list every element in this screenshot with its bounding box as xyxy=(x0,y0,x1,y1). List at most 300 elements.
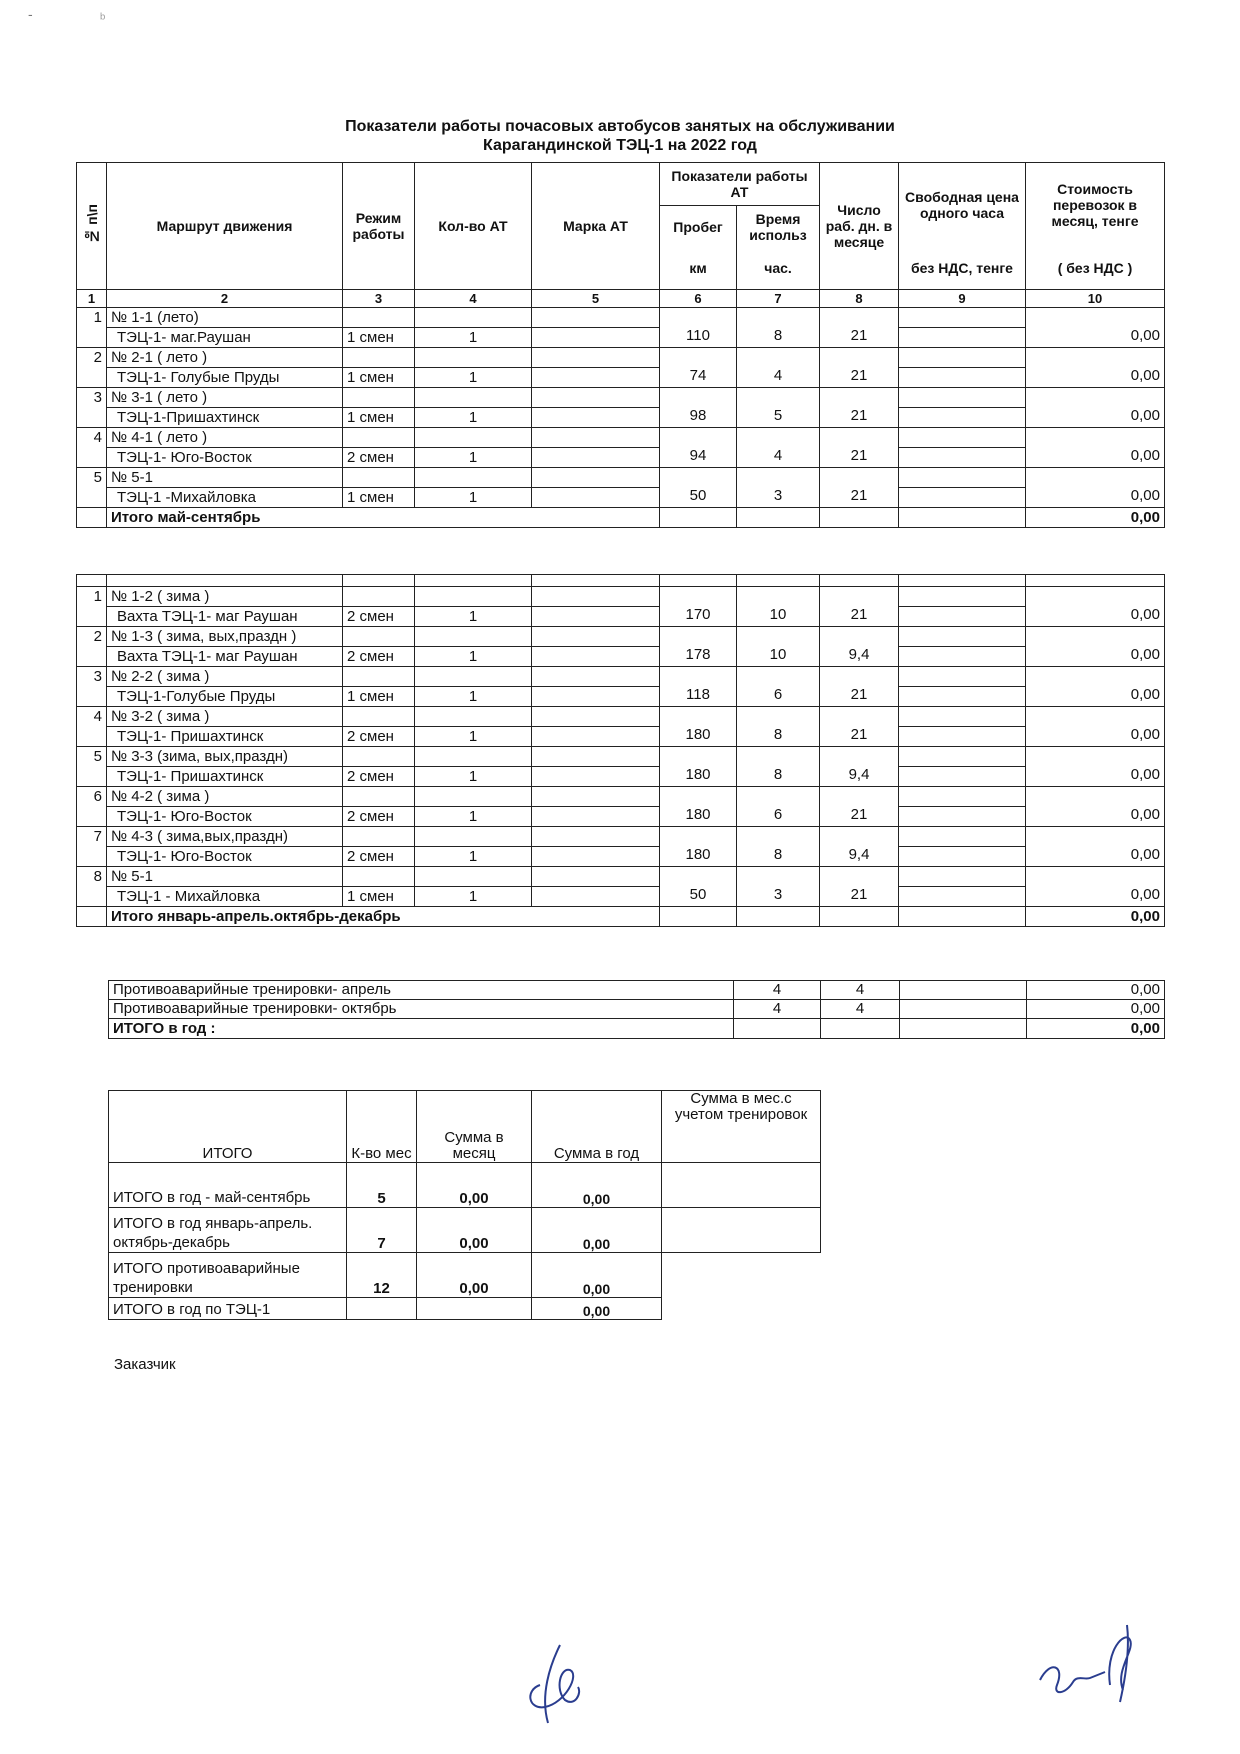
route-days: 9,4 xyxy=(820,847,899,867)
empty-cell xyxy=(899,468,1026,488)
empty-cell xyxy=(899,867,1026,887)
column-number-10: 10 xyxy=(1026,290,1165,308)
empty-cell xyxy=(737,308,820,328)
empty-cell xyxy=(415,575,532,587)
scan-mark-dash: - xyxy=(28,6,33,22)
route-hours: 5 xyxy=(737,408,820,428)
route-qty: 1 xyxy=(415,727,532,747)
empty-cell xyxy=(1026,575,1165,587)
route-qty: 1 xyxy=(415,488,532,508)
summary-year-sum: 0,00 xyxy=(532,1298,662,1320)
summary-name: ИТОГО в год январь-апрель. октябрь-декабрь xyxy=(109,1208,347,1253)
summary-months: 5 xyxy=(347,1163,417,1208)
route-days: 21 xyxy=(820,887,899,907)
empty-cell xyxy=(899,308,1026,328)
empty-cell xyxy=(737,907,820,927)
empty-cell xyxy=(820,787,899,807)
training-label: Противоаварийные тренировки- апрель xyxy=(109,981,734,1000)
route-detail-row xyxy=(77,687,1165,707)
route-qty: 1 xyxy=(415,448,532,468)
route-days: 21 xyxy=(820,727,899,747)
summary-month-sum xyxy=(417,1298,532,1320)
document-title-line1: Показатели работы почасовых автобусов занятых на обслуживании xyxy=(345,118,895,135)
empty-cell xyxy=(343,468,415,488)
column-number-1: 1 xyxy=(77,290,107,308)
column-number-9: 9 xyxy=(899,290,1026,308)
empty-cell xyxy=(415,787,532,807)
empty-cell xyxy=(660,667,737,687)
empty-cell xyxy=(532,308,660,328)
route-mileage: 74 xyxy=(660,368,737,388)
route-cost: 0,00 xyxy=(1026,607,1165,627)
route-hours: 3 xyxy=(737,887,820,907)
route-qty: 1 xyxy=(415,647,532,667)
empty-cell xyxy=(1026,468,1165,488)
empty-cell xyxy=(343,587,415,607)
empty-cell xyxy=(77,607,107,627)
summary-row xyxy=(109,1253,821,1298)
route-detail-row xyxy=(77,647,1165,667)
route-name: № 4-1 ( лето ) xyxy=(107,428,343,448)
route-path: ТЭЦ-1 - Михайловка xyxy=(107,887,343,907)
empty-cell xyxy=(532,468,660,488)
route-name: № 3-2 ( зима ) xyxy=(107,707,343,727)
header-brand: Марка АТ xyxy=(532,163,660,290)
route-brand xyxy=(532,727,660,747)
header-performance: Показатели работы АТ xyxy=(660,163,820,206)
empty-cell xyxy=(532,747,660,767)
empty-cell xyxy=(660,907,737,927)
route-path: ТЭЦ-1- Юго-Восток xyxy=(107,847,343,867)
empty-cell xyxy=(532,428,660,448)
empty-cell xyxy=(1026,587,1165,607)
route-days: 21 xyxy=(820,687,899,707)
route-cost: 0,00 xyxy=(1026,727,1165,747)
empty-cell xyxy=(107,575,343,587)
route-mode: 1 смен xyxy=(343,368,415,388)
route-mileage: 110 xyxy=(660,328,737,348)
empty-cell xyxy=(899,348,1026,368)
row-number: 3 xyxy=(77,388,107,408)
empty-cell xyxy=(343,747,415,767)
row-number: 6 xyxy=(77,787,107,807)
empty-cell xyxy=(415,428,532,448)
empty-cell xyxy=(1026,827,1165,847)
empty-cell xyxy=(662,1253,821,1298)
route-brand xyxy=(532,647,660,667)
empty-cell xyxy=(532,575,660,587)
route-header-row xyxy=(77,587,1165,607)
route-brand xyxy=(532,807,660,827)
route-brand xyxy=(532,368,660,388)
empty-cell xyxy=(1026,308,1165,328)
training-table xyxy=(108,980,1165,1039)
route-mileage: 98 xyxy=(660,408,737,428)
empty-cell xyxy=(1026,667,1165,687)
route-path: Вахта ТЭЦ-1- маг Раушан xyxy=(107,607,343,627)
empty-cell xyxy=(660,468,737,488)
empty-cell xyxy=(662,1298,821,1320)
route-detail-row xyxy=(77,887,1165,907)
route-brand xyxy=(532,488,660,508)
training-value: 0,00 xyxy=(1027,1000,1165,1019)
empty-cell xyxy=(900,1019,1027,1039)
empty-cell xyxy=(899,587,1026,607)
route-detail-row xyxy=(77,607,1165,627)
route-price xyxy=(899,368,1026,388)
empty-cell xyxy=(820,575,899,587)
route-hours: 8 xyxy=(737,727,820,747)
signature-right xyxy=(1035,1610,1165,1705)
empty-cell xyxy=(415,627,532,647)
empty-cell xyxy=(415,388,532,408)
empty-cell xyxy=(1026,348,1165,368)
column-number-7: 7 xyxy=(737,290,820,308)
route-name: № 2-1 ( лето ) xyxy=(107,348,343,368)
route-cost: 0,00 xyxy=(1026,448,1165,468)
route-header-row xyxy=(77,787,1165,807)
summary-months: 7 xyxy=(347,1208,417,1253)
empty-cell xyxy=(415,827,532,847)
empty-cell xyxy=(1026,388,1165,408)
empty-cell xyxy=(820,747,899,767)
empty-cell xyxy=(899,707,1026,727)
route-header-row xyxy=(77,747,1165,767)
route-mode: 1 смен xyxy=(343,687,415,707)
summary-header-year-sum: Сумма в год xyxy=(532,1091,662,1163)
empty-cell xyxy=(660,575,737,587)
summary-month-sum: 0,00 xyxy=(417,1208,532,1253)
training-a: 4 xyxy=(734,981,821,1000)
route-price xyxy=(899,887,1026,907)
summary-row xyxy=(109,1163,821,1208)
summary-year-sum: 0,00 xyxy=(532,1163,662,1208)
summary-name: ИТОГО в год - май-сентябрь xyxy=(109,1163,347,1208)
route-cost: 0,00 xyxy=(1026,328,1165,348)
empty-cell xyxy=(660,747,737,767)
document-title-line2: Карагандинской ТЭЦ-1 на 2022 год xyxy=(483,137,757,154)
empty-cell xyxy=(77,687,107,707)
route-detail-row xyxy=(77,847,1165,867)
row-number: 4 xyxy=(77,707,107,727)
empty-cell xyxy=(737,827,820,847)
route-mode: 2 смен xyxy=(343,448,415,468)
route-header-row xyxy=(77,627,1165,647)
empty-cell xyxy=(737,587,820,607)
empty-cell xyxy=(343,707,415,727)
route-path: ТЭЦ-1- Юго-Восток xyxy=(107,448,343,468)
route-price xyxy=(899,687,1026,707)
route-name: № 5-1 xyxy=(107,867,343,887)
route-detail-row xyxy=(77,408,1165,428)
empty-cell xyxy=(77,408,107,428)
route-qty: 1 xyxy=(415,887,532,907)
route-price xyxy=(899,727,1026,747)
empty-cell xyxy=(737,388,820,408)
empty-cell xyxy=(415,867,532,887)
empty-cell xyxy=(1026,627,1165,647)
empty-cell xyxy=(77,575,107,587)
empty-cell xyxy=(734,1019,821,1039)
empty-cell xyxy=(343,308,415,328)
empty-cell xyxy=(820,388,899,408)
route-cost: 0,00 xyxy=(1026,847,1165,867)
empty-cell xyxy=(660,587,737,607)
empty-cell xyxy=(77,847,107,867)
summary-header-with-training: Сумма в мес.с учетом тренировок xyxy=(662,1091,821,1163)
route-cost: 0,00 xyxy=(1026,767,1165,787)
header-num: № п\п xyxy=(77,163,107,290)
route-mode: 2 смен xyxy=(343,807,415,827)
route-qty: 1 xyxy=(415,408,532,428)
route-name: № 4-3 ( зима,вых,праздн) xyxy=(107,827,343,847)
empty-cell xyxy=(77,727,107,747)
route-name: № 3-1 ( лето ) xyxy=(107,388,343,408)
empty-cell xyxy=(820,348,899,368)
empty-cell xyxy=(660,627,737,647)
header-price: Свободная цена одного часа xyxy=(899,163,1026,248)
column-number-8: 8 xyxy=(820,290,899,308)
route-hours: 6 xyxy=(737,687,820,707)
empty-cell xyxy=(899,827,1026,847)
route-hours: 10 xyxy=(737,607,820,627)
empty-cell xyxy=(415,587,532,607)
summary-row xyxy=(109,1208,821,1253)
empty-cell xyxy=(415,667,532,687)
empty-cell xyxy=(1026,787,1165,807)
route-brand xyxy=(532,687,660,707)
summary-year-sum: 0,00 xyxy=(532,1253,662,1298)
route-cost: 0,00 xyxy=(1026,408,1165,428)
route-price xyxy=(899,607,1026,627)
signature-left xyxy=(520,1635,600,1730)
route-hours: 8 xyxy=(737,847,820,867)
empty-cell xyxy=(415,348,532,368)
route-cost: 0,00 xyxy=(1026,368,1165,388)
empty-cell xyxy=(820,428,899,448)
route-path: ТЭЦ-1- Пришахтинск xyxy=(107,767,343,787)
route-detail-row xyxy=(77,488,1165,508)
empty-cell xyxy=(660,428,737,448)
empty-cell xyxy=(415,468,532,488)
route-days: 9,4 xyxy=(820,767,899,787)
row-number: 4 xyxy=(77,428,107,448)
summary-header-month-sum: Сумма в месяц xyxy=(417,1091,532,1163)
route-price xyxy=(899,328,1026,348)
route-detail-row xyxy=(77,807,1165,827)
winter-total xyxy=(77,907,1165,927)
route-days: 21 xyxy=(820,448,899,468)
empty-cell xyxy=(737,747,820,767)
route-path: ТЭЦ-1- маг.Раушан xyxy=(107,328,343,348)
empty-cell xyxy=(343,667,415,687)
year-total-value: 0,00 xyxy=(1027,1019,1165,1039)
route-mode: 2 смен xyxy=(343,607,415,627)
empty-cell xyxy=(820,468,899,488)
route-name: № 3-3 (зима, вых,праздн) xyxy=(107,747,343,767)
route-detail-row xyxy=(77,727,1165,747)
winter-routes xyxy=(77,575,1165,927)
summary-months xyxy=(347,1298,417,1320)
header-work-days: Число раб. дн. в месяце xyxy=(820,163,899,290)
summary-row xyxy=(109,1298,821,1320)
row-number: 5 xyxy=(77,747,107,767)
route-cost: 0,00 xyxy=(1026,887,1165,907)
route-hours: 3 xyxy=(737,488,820,508)
route-detail-row xyxy=(77,368,1165,388)
route-path: ТЭЦ-1-Голубые Пруды xyxy=(107,687,343,707)
training-b: 4 xyxy=(821,981,900,1000)
empty-cell xyxy=(737,867,820,887)
summary-header-name: ИТОГО xyxy=(109,1091,347,1163)
empty-cell xyxy=(820,827,899,847)
row-number: 7 xyxy=(77,827,107,847)
spacer-row xyxy=(77,575,1165,587)
route-price xyxy=(899,448,1026,468)
route-mileage: 180 xyxy=(660,727,737,747)
route-cost: 0,00 xyxy=(1026,687,1165,707)
customer-label: Заказчик xyxy=(114,1356,176,1373)
route-brand xyxy=(532,607,660,627)
summer-routes xyxy=(77,308,1165,528)
empty-cell xyxy=(820,587,899,607)
empty-cell xyxy=(899,627,1026,647)
route-mode: 1 смен xyxy=(343,488,415,508)
route-mileage: 118 xyxy=(660,687,737,707)
empty-cell xyxy=(1026,428,1165,448)
empty-cell xyxy=(343,348,415,368)
header-time: Время использ xyxy=(737,206,820,248)
header-mode: Режим работы xyxy=(343,163,415,290)
empty-cell xyxy=(899,388,1026,408)
route-hours: 4 xyxy=(737,448,820,468)
empty-cell xyxy=(899,508,1026,528)
training-row xyxy=(109,981,1165,1000)
empty-cell xyxy=(899,667,1026,687)
column-number-6: 6 xyxy=(660,290,737,308)
header-cost: Стоимость перевозок в месяц, тенге xyxy=(1026,163,1165,248)
route-header-row xyxy=(77,428,1165,448)
empty-cell xyxy=(820,627,899,647)
route-price xyxy=(899,847,1026,867)
route-brand xyxy=(532,408,660,428)
route-mileage: 180 xyxy=(660,807,737,827)
route-mileage: 180 xyxy=(660,847,737,867)
empty-cell xyxy=(899,907,1026,927)
empty-cell xyxy=(899,787,1026,807)
route-price xyxy=(899,767,1026,787)
empty-cell xyxy=(532,867,660,887)
summary-month-sum: 0,00 xyxy=(417,1253,532,1298)
route-header-row xyxy=(77,707,1165,727)
empty-cell xyxy=(737,707,820,727)
row-number: 2 xyxy=(77,627,107,647)
route-qty: 1 xyxy=(415,328,532,348)
empty-cell xyxy=(415,747,532,767)
route-name: № 1-3 ( зима, вых,праздн ) xyxy=(107,627,343,647)
summary-with-training xyxy=(662,1208,821,1253)
empty-cell xyxy=(660,827,737,847)
column-number-5: 5 xyxy=(532,290,660,308)
row-number: 3 xyxy=(77,667,107,687)
empty-cell xyxy=(77,488,107,508)
empty-cell xyxy=(660,787,737,807)
summary-with-training xyxy=(662,1163,821,1208)
route-brand xyxy=(532,887,660,907)
training-b: 4 xyxy=(821,1000,900,1019)
route-hours: 8 xyxy=(737,767,820,787)
summer-total-label: Итого май-сентябрь xyxy=(107,508,660,528)
route-brand xyxy=(532,448,660,468)
route-mode: 2 смен xyxy=(343,647,415,667)
route-mode: 1 смен xyxy=(343,408,415,428)
route-mode: 2 смен xyxy=(343,727,415,747)
route-cost: 0,00 xyxy=(1026,488,1165,508)
row-number: 1 xyxy=(77,587,107,607)
empty-cell xyxy=(77,907,107,927)
empty-cell xyxy=(343,787,415,807)
route-brand xyxy=(532,328,660,348)
empty-cell xyxy=(820,508,899,528)
header-hours: час. xyxy=(737,248,820,290)
training-a: 4 xyxy=(734,1000,821,1019)
year-total-row xyxy=(109,1019,1165,1039)
empty-cell xyxy=(821,1019,900,1039)
empty-cell xyxy=(660,308,737,328)
summer-total-value: 0,00 xyxy=(1026,508,1165,528)
route-qty: 1 xyxy=(415,847,532,867)
empty-cell xyxy=(343,627,415,647)
empty-cell xyxy=(77,887,107,907)
route-price xyxy=(899,647,1026,667)
route-path: ТЭЦ-1- Голубые Пруды xyxy=(107,368,343,388)
route-header-row xyxy=(77,348,1165,368)
route-hours: 6 xyxy=(737,807,820,827)
route-cost: 0,00 xyxy=(1026,807,1165,827)
route-path: ТЭЦ-1-Пришахтинск xyxy=(107,408,343,428)
route-cost: 0,00 xyxy=(1026,647,1165,667)
route-mileage: 180 xyxy=(660,767,737,787)
route-header-row xyxy=(77,388,1165,408)
route-price xyxy=(899,408,1026,428)
route-qty: 1 xyxy=(415,767,532,787)
route-qty: 1 xyxy=(415,607,532,627)
summary-name: ИТОГО противоаварийные тренировки xyxy=(109,1253,347,1298)
empty-cell xyxy=(737,787,820,807)
route-days: 21 xyxy=(820,368,899,388)
route-price xyxy=(899,488,1026,508)
empty-cell xyxy=(660,867,737,887)
empty-cell xyxy=(1026,707,1165,727)
header-km: км xyxy=(660,248,737,290)
route-brand xyxy=(532,847,660,867)
header-count: Кол-во АТ xyxy=(415,163,532,290)
empty-cell xyxy=(343,575,415,587)
empty-cell xyxy=(820,867,899,887)
row-number: 2 xyxy=(77,348,107,368)
header-route: Маршрут движения xyxy=(107,163,343,290)
route-price xyxy=(899,807,1026,827)
route-header-row xyxy=(77,667,1165,687)
summary-name: ИТОГО в год по ТЭЦ-1 xyxy=(109,1298,347,1320)
route-header-row xyxy=(77,867,1165,887)
empty-cell xyxy=(415,308,532,328)
routes-table xyxy=(76,162,1165,528)
empty-cell xyxy=(900,981,1027,1000)
route-hours: 4 xyxy=(737,368,820,388)
route-hours: 8 xyxy=(737,328,820,348)
empty-cell xyxy=(77,448,107,468)
